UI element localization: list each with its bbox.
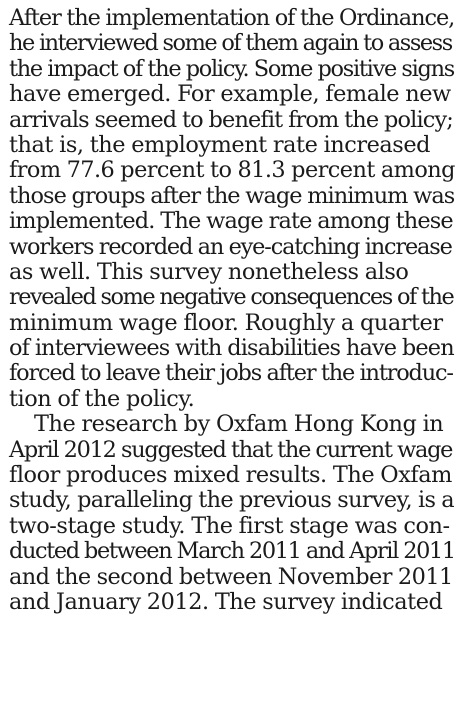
text-line: he interviewed some of them again to assess bbox=[9, 30, 452, 57]
paragraph-2 bbox=[9, 412, 455, 615]
text-line: have emerged. For example, female new bbox=[9, 81, 451, 108]
text-line: floor produces mixed results. The Oxfam bbox=[9, 462, 452, 489]
text-line: and the second between November 2011 bbox=[9, 563, 453, 590]
text-line: as well. This survey nonetheless also bbox=[9, 258, 409, 285]
text-line: from 77.6 percent to 81.3 percent among bbox=[9, 157, 455, 184]
text-line: implemented. The wage rate among these bbox=[9, 208, 453, 235]
text-line: two-stage study. The first stage was con- bbox=[9, 512, 450, 539]
text-line: the impact of the policy. Some positive signs bbox=[9, 55, 454, 82]
text-line: that is, the employment rate increased bbox=[9, 131, 430, 158]
text-line: tion of the policy. bbox=[9, 385, 195, 412]
text-line: forced to leave their jobs after the introduc- bbox=[9, 360, 453, 387]
paragraph-1 bbox=[9, 6, 455, 412]
text-line: April 2012 suggested that the current wage bbox=[9, 436, 453, 463]
text-line: revealed some negative consequences of the bbox=[9, 284, 454, 311]
text-line: arrivals seemed to benefit from the policy; bbox=[9, 106, 453, 133]
text-line: of interviewees with disabilities have been bbox=[9, 335, 454, 362]
text-line: those groups after the wage minimum was bbox=[9, 182, 455, 209]
text-line: workers recorded an eye-catching increase bbox=[9, 233, 452, 260]
text-line: ducted between March 2011 and April 2011 bbox=[9, 538, 455, 565]
text-line: After the implementation of the Ordinance, bbox=[9, 5, 455, 31]
text-line: study, paralleling the previous survey, is a bbox=[9, 487, 454, 514]
text-line: The research by Oxfam Hong Kong in bbox=[34, 411, 444, 438]
text-line: minimum wage floor. Roughly a quarter bbox=[9, 309, 443, 336]
article-text-column bbox=[9, 6, 455, 615]
text-line: and January 2012. The survey indicated bbox=[9, 588, 443, 615]
